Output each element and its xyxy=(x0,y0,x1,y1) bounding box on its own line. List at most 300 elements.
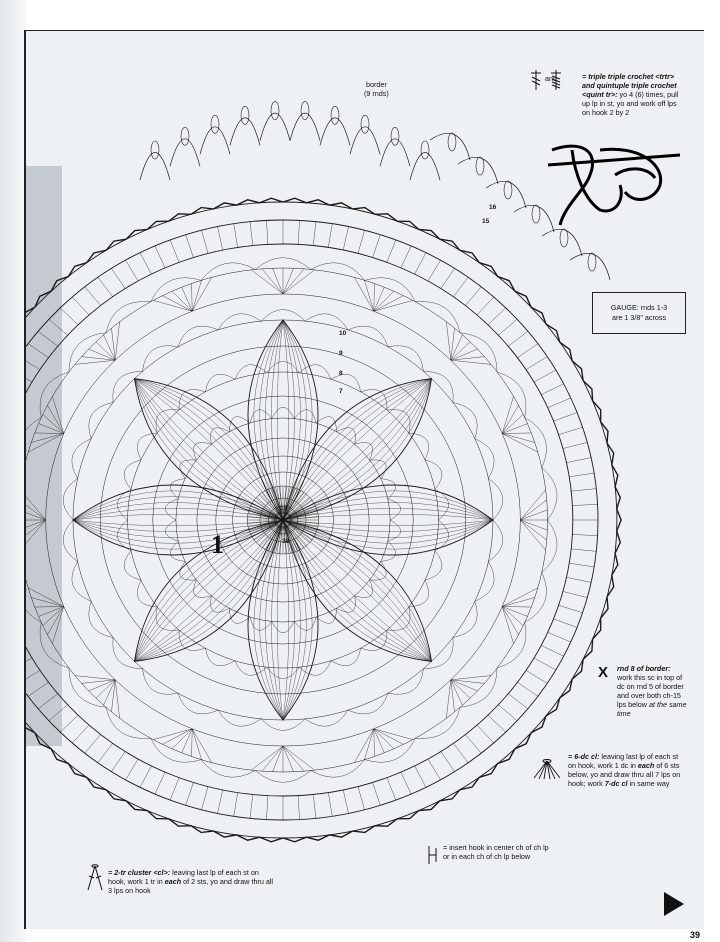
fan-stitch xyxy=(451,676,491,680)
fan-stitch xyxy=(451,360,491,364)
outer-spoke xyxy=(373,235,381,258)
outer-spoke xyxy=(313,222,316,246)
border-picot xyxy=(504,181,512,199)
fan-stitch xyxy=(502,414,523,433)
outer-spoke xyxy=(49,319,68,335)
legend-and-word: and xyxy=(545,74,557,83)
fan-stitch xyxy=(502,396,513,433)
border-arch xyxy=(260,113,290,141)
mesh-arch xyxy=(106,707,151,738)
outer-spoke xyxy=(218,227,223,250)
legend-insert-hook: = insert hook in center ch of ch lp or in each ch of ch lp below xyxy=(443,843,549,861)
petal-chain xyxy=(283,379,431,520)
mesh-arch xyxy=(460,333,497,372)
outer-spoke xyxy=(0,605,7,612)
fan-stitch xyxy=(31,598,64,607)
outer-spoke xyxy=(343,227,348,250)
fan-stitch xyxy=(182,287,192,311)
outer-spoke xyxy=(566,577,591,582)
outer-spoke xyxy=(415,766,426,787)
petal-chain xyxy=(283,520,431,661)
outer-spoke xyxy=(98,277,113,296)
mesh-arch xyxy=(294,617,316,630)
outer-spoke xyxy=(569,473,594,477)
fan-stitch xyxy=(115,680,119,718)
outer-spoke xyxy=(548,632,571,642)
mesh-arch xyxy=(250,410,272,423)
mesh-arch xyxy=(542,468,557,520)
legend-two-tr-text1: leaving last lp of each st on hook, work 1 tr in xyxy=(108,868,259,886)
mesh-arch xyxy=(124,460,141,489)
center-label: 10 xyxy=(280,505,288,512)
border-arch xyxy=(542,229,582,256)
outer-spoke xyxy=(534,658,556,670)
outer-spoke xyxy=(358,787,365,810)
fan-stitch xyxy=(502,598,535,607)
outer-spoke xyxy=(465,734,481,753)
fan-stitch xyxy=(451,357,485,361)
outer-spoke xyxy=(554,619,578,628)
mesh-arch xyxy=(415,707,460,738)
petal-chain xyxy=(135,520,283,661)
outer-spoke xyxy=(566,458,591,463)
petal-chain xyxy=(283,379,431,520)
fan-stitch xyxy=(262,746,283,771)
border-label-title: border xyxy=(365,80,387,89)
mesh-arch xyxy=(370,561,387,580)
fan-stitch xyxy=(111,328,115,360)
outer-spoke xyxy=(569,563,594,567)
fan-stitch xyxy=(451,680,470,698)
legend-two-tr-text2: of 2 sts, yo and draw thru all 3 lps on hook xyxy=(108,877,274,895)
fan-stitch xyxy=(96,342,115,360)
outer-spoke xyxy=(10,370,32,382)
outer-spoke xyxy=(218,790,223,813)
fan-stitch xyxy=(89,349,116,360)
fan-stitch xyxy=(374,287,384,311)
round-number: 15 xyxy=(482,218,490,225)
outer-spoke xyxy=(72,725,89,743)
outer-spoke xyxy=(488,308,506,325)
outer-spoke xyxy=(572,504,597,505)
outer-spoke xyxy=(170,240,179,262)
petal-chain xyxy=(135,379,283,520)
outer-spoke xyxy=(563,591,587,597)
legend-trtr-title: = triple triple crochet <trtr> and quintuple triple crochet <quint tr>: xyxy=(582,72,677,99)
fan-stitch xyxy=(446,322,450,360)
outer-spoke xyxy=(572,534,597,535)
border-picot xyxy=(211,115,219,133)
petal-outline xyxy=(283,520,431,661)
mesh-arch xyxy=(170,541,185,561)
outer-spoke xyxy=(563,442,587,448)
outer-spoke xyxy=(559,605,583,612)
round-number: 10 xyxy=(339,330,347,337)
outer-spoke xyxy=(313,794,316,818)
petal-chain xyxy=(283,520,431,661)
fan-stitch xyxy=(163,296,193,312)
outer-spoke xyxy=(126,759,139,780)
mesh-arch xyxy=(69,668,106,707)
outer-spoke xyxy=(72,297,89,315)
border-arch xyxy=(430,133,470,160)
outer-spoke xyxy=(559,427,583,434)
border-arch xyxy=(410,153,440,181)
petal-motifs xyxy=(73,320,493,720)
border-picot xyxy=(476,157,484,175)
round-number: 8 xyxy=(339,370,343,377)
outer-spoke xyxy=(28,682,48,696)
mesh-arch xyxy=(272,407,294,418)
fan-stitch xyxy=(374,296,404,312)
outer-spoke xyxy=(0,619,12,628)
mesh-arch xyxy=(425,551,442,580)
border-arch xyxy=(350,127,380,155)
outer-spoke xyxy=(477,725,494,743)
round-number: 9 xyxy=(339,350,343,357)
outer-spoke xyxy=(387,778,396,800)
outer-spoke xyxy=(441,751,455,771)
petal-outline xyxy=(135,520,283,661)
border-label xyxy=(364,80,389,98)
legend-six-dc-text3: in same way xyxy=(629,779,670,788)
mesh-arch xyxy=(299,661,331,676)
mesh-arch xyxy=(415,301,460,332)
fan-stitch xyxy=(52,396,63,433)
x-symbol-icon: X xyxy=(598,664,609,681)
outer-spoke xyxy=(250,794,253,818)
fan-stitch xyxy=(192,280,201,311)
petal-chain xyxy=(283,520,431,661)
fan-stitch xyxy=(446,680,450,718)
outer-spoke xyxy=(428,759,441,780)
outer-spoke xyxy=(571,489,596,492)
outer-spoke xyxy=(49,705,68,721)
fan-stitch xyxy=(96,680,115,698)
legend-rnd8-title: rnd 8 of border: xyxy=(617,664,671,673)
fan-stitch xyxy=(502,606,523,625)
outer-spoke xyxy=(298,220,299,244)
mesh-arch xyxy=(299,365,331,380)
mesh-arch xyxy=(425,460,442,489)
outer-spoke xyxy=(0,442,3,448)
outer-spoke xyxy=(526,357,547,370)
outer-spoke xyxy=(38,331,58,346)
petal-chain xyxy=(283,520,431,661)
outer-spoke xyxy=(488,715,506,732)
outer-spoke xyxy=(111,751,125,771)
fan-stitch xyxy=(39,606,64,616)
petal-chain xyxy=(283,379,431,520)
fan-stitch xyxy=(502,434,535,443)
fan-stitch xyxy=(451,342,470,360)
outer-spoke xyxy=(250,222,253,246)
mesh-arch xyxy=(124,551,141,580)
outer-spoke xyxy=(328,224,332,248)
outer-spoke xyxy=(98,743,113,762)
petal-chain xyxy=(283,379,431,520)
fan-stitch xyxy=(374,729,384,753)
legend-rnd8-tail: at the same time xyxy=(617,700,687,718)
outer-spoke xyxy=(517,344,537,358)
legend-two-tr xyxy=(108,868,278,895)
border-arch xyxy=(514,205,554,232)
outer-spoke xyxy=(267,220,268,244)
outer-spoke xyxy=(541,645,563,656)
legend-six-dc-each: each xyxy=(637,761,655,770)
border-picot xyxy=(391,127,399,145)
border-picot xyxy=(241,106,249,124)
petal-chain xyxy=(135,379,283,520)
outer-spoke xyxy=(10,658,32,670)
outer-spoke xyxy=(38,694,58,709)
next-page-arrow-icon[interactable] xyxy=(664,892,684,916)
border-arch xyxy=(380,139,410,167)
fan-stitch xyxy=(19,500,45,520)
fan-stitch xyxy=(502,606,518,634)
round-number: 7 xyxy=(339,388,343,395)
fan-stitch xyxy=(82,680,116,684)
fan-stitch xyxy=(520,520,546,540)
mesh-arch xyxy=(255,258,310,270)
mesh-arch xyxy=(63,520,77,562)
border-picot xyxy=(331,106,339,124)
fan-stitch xyxy=(451,680,463,705)
petal-chain xyxy=(135,379,283,520)
outer-spoke xyxy=(298,796,299,820)
two-tr-cluster-icon xyxy=(85,864,105,897)
center-label: 38 xyxy=(282,538,290,545)
outer-spoke xyxy=(358,230,365,253)
mesh-arch xyxy=(170,479,185,499)
legend-six-dc-text1: leaving last lp of each st on hook, work 1 dc in xyxy=(568,752,679,770)
petal-chain xyxy=(135,520,283,661)
mesh-arch xyxy=(9,520,24,572)
mesh-arch xyxy=(180,561,197,580)
outer-spoke xyxy=(155,772,165,794)
fan-stitch xyxy=(163,729,193,745)
outer-spoke xyxy=(2,384,24,395)
outer-spoke xyxy=(548,398,571,408)
outer-spoke xyxy=(201,787,208,810)
outer-spoke xyxy=(387,240,396,262)
border-arch xyxy=(200,127,230,155)
outer-spoke xyxy=(0,591,3,597)
petal-outline xyxy=(135,379,283,520)
border-picot xyxy=(448,133,456,151)
outer-spoke xyxy=(477,297,494,315)
petal-chain xyxy=(135,379,283,520)
outer-spoke xyxy=(498,705,517,721)
outer-spoke xyxy=(186,235,194,258)
outer-spoke xyxy=(0,427,7,434)
handwritten-signature xyxy=(548,146,680,225)
mesh-arch xyxy=(180,460,197,479)
outer-spoke xyxy=(201,230,208,253)
fan-stitch xyxy=(451,680,485,684)
border-arch xyxy=(170,139,200,167)
fan-stitch xyxy=(502,606,527,616)
insert-hook-icon xyxy=(426,844,440,871)
fan-stitch xyxy=(374,284,375,312)
outer-spoke xyxy=(328,793,332,817)
outer-spoke xyxy=(415,253,426,274)
outer-spoke xyxy=(554,412,578,421)
fan-stitch xyxy=(52,606,63,643)
fan-stitch xyxy=(502,606,531,607)
legend-two-tr-each: each xyxy=(164,877,182,886)
outer-spoke xyxy=(508,331,528,346)
fan-stitch xyxy=(115,322,119,360)
fan-stitch xyxy=(75,360,115,364)
fan-stitch xyxy=(19,520,45,540)
outer-spoke xyxy=(170,778,179,800)
outer-spoke xyxy=(571,549,596,552)
fan-stitch xyxy=(451,328,455,360)
mesh-arch xyxy=(370,460,387,479)
outer-spoke xyxy=(60,715,78,732)
fan-stitch xyxy=(451,349,478,360)
fan-stitch xyxy=(43,606,64,625)
outer-spoke xyxy=(140,253,151,274)
fan-stitch xyxy=(75,676,115,680)
outer-spoke xyxy=(126,260,139,281)
fan-stitch xyxy=(502,424,527,434)
fan-stitch xyxy=(153,300,192,311)
outer-spoke xyxy=(508,694,528,709)
fan-stitch xyxy=(35,433,64,434)
outer-spoke xyxy=(343,790,348,813)
mesh-arch xyxy=(381,541,396,561)
petal-chain xyxy=(135,379,283,520)
fan-stitch xyxy=(502,405,518,433)
petal-chain xyxy=(135,520,283,661)
mesh-arch xyxy=(267,667,299,678)
outer-spoke xyxy=(186,782,194,805)
fan-stitch xyxy=(82,357,116,361)
legend-trtr-text: yo 4 (6) times, pull up lp in st, yo and work off lps on hook 2 by 2 xyxy=(582,90,679,117)
fan-stitch xyxy=(153,729,192,740)
outer-spoke xyxy=(541,384,563,395)
gauge-line-1: GAUGE: rnds 1-3 xyxy=(610,303,668,312)
fan-stitch xyxy=(89,680,116,691)
border-picot xyxy=(181,127,189,145)
border-picot xyxy=(361,115,369,133)
fan-stitch xyxy=(283,269,304,294)
petal-outline xyxy=(283,379,431,520)
fan-stitch xyxy=(283,746,304,771)
fan-stitch xyxy=(182,729,192,753)
outer-spoke xyxy=(0,412,12,421)
outer-spoke xyxy=(401,772,411,794)
gauge-box xyxy=(592,292,686,334)
border-picot xyxy=(151,141,159,159)
legend-six-dc-text2: of 6 sts below, yo and draw thru all 7 lps on hook; work xyxy=(568,761,681,788)
outer-spoke xyxy=(0,632,18,642)
legend-two-tr-title: = 2-tr cluster <cl>: xyxy=(108,868,171,877)
mesh-arch xyxy=(488,478,502,520)
outer-spoke xyxy=(234,793,238,817)
fan-stitch xyxy=(47,405,63,433)
outer-spoke xyxy=(85,287,101,306)
fan-stitch xyxy=(502,433,531,434)
outer-spoke xyxy=(267,796,268,820)
legend-six-dc-title: = 6-dc cl: xyxy=(568,752,600,761)
mesh-arch xyxy=(272,621,294,632)
outer-spoke xyxy=(28,344,48,358)
fan-stitch xyxy=(451,335,463,360)
outer-spoke xyxy=(441,268,455,288)
fan-stitch xyxy=(104,335,116,360)
border-arches-top xyxy=(140,102,610,280)
gauge-line-2: are 1 3/8" across xyxy=(611,313,667,322)
fan-stitch xyxy=(192,284,193,312)
fan-stitch xyxy=(451,680,478,691)
outer-spoke xyxy=(498,319,517,335)
outer-spoke xyxy=(85,734,101,753)
fan-stitch xyxy=(451,680,455,712)
outer-spoke xyxy=(111,268,125,288)
border-picot xyxy=(532,205,540,223)
border-picot xyxy=(421,141,429,159)
border-arch xyxy=(290,113,320,141)
outer-spoke xyxy=(465,287,481,306)
fan-stitch xyxy=(43,414,64,433)
mesh-arch xyxy=(235,661,267,676)
mesh-arch xyxy=(255,771,310,783)
outer-spoke xyxy=(517,682,537,696)
border-arch xyxy=(230,118,260,146)
outer-spoke xyxy=(0,398,18,408)
border-picot xyxy=(301,102,309,120)
mesh-arch xyxy=(250,617,272,630)
mesh-arch xyxy=(9,468,24,520)
mesh-arch xyxy=(267,361,299,372)
mesh-arch xyxy=(63,478,77,520)
border-picot xyxy=(560,229,568,247)
outer-spoke xyxy=(140,766,151,787)
outer-spoke xyxy=(428,260,441,281)
mesh-arch xyxy=(488,520,502,562)
page-number: 39 xyxy=(690,930,701,940)
outer-spoke xyxy=(373,782,381,805)
border-arch xyxy=(458,157,498,184)
fan-stitch xyxy=(31,434,64,443)
fan-stitch xyxy=(192,729,201,760)
fan-stitch xyxy=(262,269,283,294)
fan-stitch xyxy=(192,729,193,757)
figure-number: 1 xyxy=(211,530,224,559)
mesh-arch xyxy=(235,365,267,380)
fan-stitch xyxy=(374,300,413,311)
fan-stitch xyxy=(364,280,373,311)
outer-spoke xyxy=(453,743,468,762)
outer-spoke xyxy=(534,370,556,382)
outer-spoke xyxy=(401,246,411,268)
mesh-arch xyxy=(106,301,151,332)
outer-spoke xyxy=(453,277,468,296)
petal-chain xyxy=(135,520,283,661)
outer-spoke xyxy=(234,224,238,248)
fan-stitch xyxy=(35,606,64,607)
fan-stitch xyxy=(374,729,375,757)
legend-rnd8-text: work this sc in top of dc on rnd 5 of border and over both ch-15 lps below xyxy=(617,673,684,709)
legend-trtr xyxy=(582,72,686,117)
mesh-arch xyxy=(69,333,106,372)
mesh-arch xyxy=(542,520,557,572)
fan-stitch xyxy=(374,729,413,740)
border-picot xyxy=(588,253,596,271)
